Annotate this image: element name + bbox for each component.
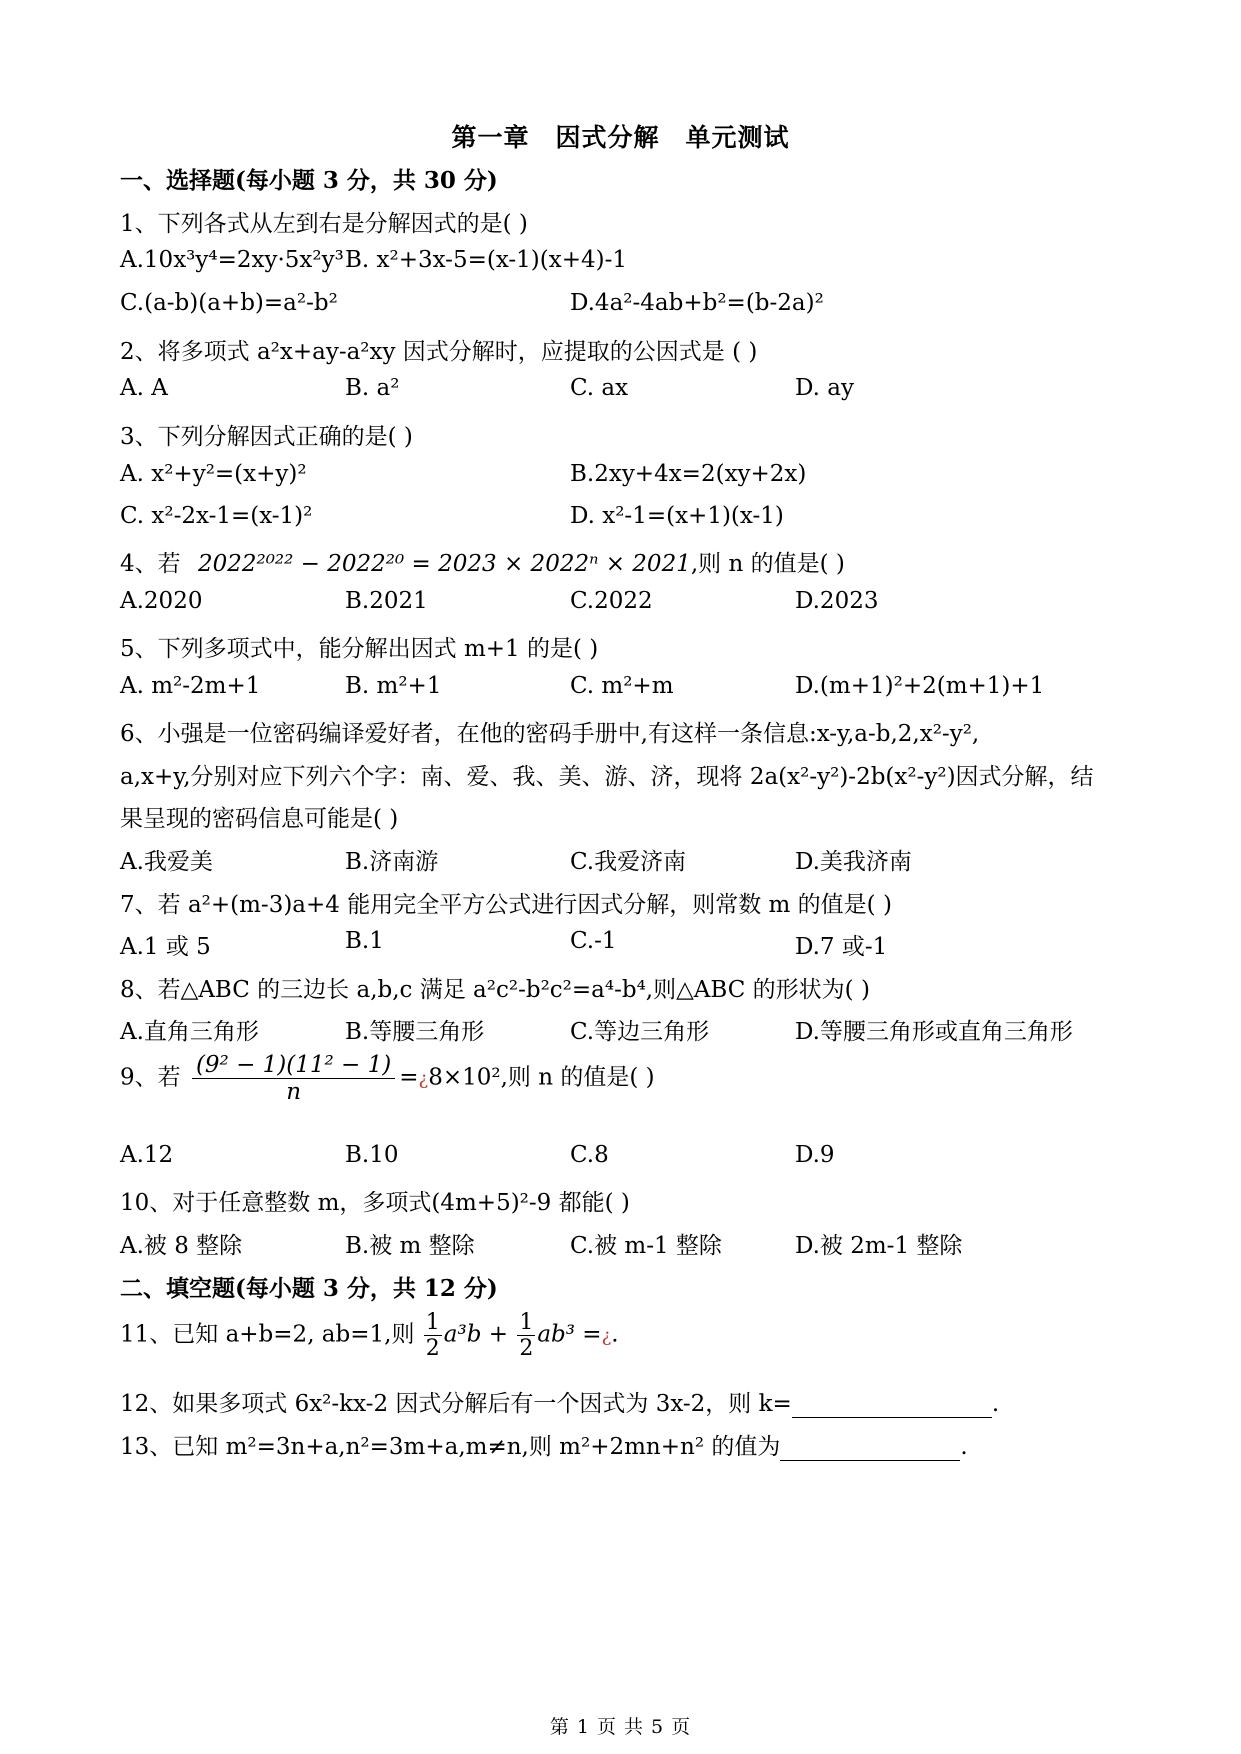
question-3-option-b: B.2xy+4x=2(xy+2x) [570,461,807,487]
question-4-equation: 2022²⁰²² − 2022²⁰ = 2023 × 2022ⁿ × 2021 [197,551,691,577]
question-9-equals: = [399,1064,419,1091]
question-8-option-c: C.等边三角形 [570,1019,710,1045]
question-1-option-d: D.4a²-4ab+b²=(b-2a)² [570,290,824,316]
question-4-suffix: ,则 n 的值是( ) [690,551,845,577]
question-1-option-c: C.(a-b)(a+b)=a²-b² [120,290,338,316]
question-6-option-b: B.济南游 [345,849,439,875]
question-6-line-3: 果呈现的密码信息可能是( ) [120,806,399,832]
section-heading-fill: 二、填空题(每小题 3 分，共 12 分) [120,1275,498,1302]
question-6-line-1: 6、小强是一位密码编译爱好者，在他的密码手册中,有这样一条信息:x-y,a-b,2,x²-y², [120,721,980,747]
question-5-option-a: A. m²-2m+1 [120,673,261,699]
question-13-text: 13、已知 m²=3n+a,n²=3m+a,m≠n,则 m²+2mn+n² 的值为 [120,1434,781,1460]
question-7-option-a: A.1 或 5 [120,934,211,960]
question-5-option-b: B. m²+1 [345,673,442,699]
question-12-text: 12、如果多项式 6x²-kx-2 因式分解后有一个因式为 3x-2，则 k= [120,1391,792,1417]
question-10-option-b: B.被 m 整除 [345,1233,475,1259]
question-9-numerator: (9² − 1)(11² − 1) [192,1052,395,1079]
question-10-option-c: C.被 m-1 整除 [570,1233,722,1259]
question-6-option-a: A.我爱美 [120,849,213,875]
question-12-stem [120,1385,999,1418]
question-7-option-c: C.-1 [570,928,617,954]
question-2-option-c: C. ax [570,375,629,401]
question-11-expr-end: ab³ = [537,1321,602,1348]
question-11-artifact: ¿ [601,1325,612,1347]
page-title: 第一章 因式分解 单元测试 [451,123,790,152]
question-8-option-a: A.直角三角形 [120,1019,259,1045]
half-numerator-2: 1 [519,1310,534,1335]
question-3-stem: 3、下列分解因式正确的是( ) [120,424,413,450]
question-4-option-c: C.2022 [570,588,653,614]
question-11-half-fraction-1 [424,1310,442,1361]
question-11-expr-mid: a³b + [443,1321,509,1348]
question-4-stem [120,545,845,578]
question-5-option-d: D.(m+1)²+2(m+1)+1 [795,673,1045,699]
question-7-option-b: B.1 [345,928,384,954]
question-6-option-c: C.我爱济南 [570,849,687,875]
question-4-option-b: B.2021 [345,588,428,614]
question-13-end: . [960,1434,968,1460]
question-3-option-d: D. x²-1=(x+1)(x-1) [570,503,784,529]
question-9-fraction [192,1052,395,1105]
question-5-stem: 5、下列多项式中，能分解出因式 m+1 的是( ) [120,636,599,662]
question-6-option-d: D.美我济南 [795,849,912,875]
half-denominator: 2 [425,1336,440,1361]
question-7-option-d: D.7 或-1 [795,934,888,960]
question-2-option-b: B. a² [345,375,400,401]
question-2-stem: 2、将多项式 a²x+ay-a²xy 因式分解时，应提取的公因式是 ( ) [120,339,758,365]
question-3-option-c: C. x²-2x-1=(x-1)² [120,503,313,529]
question-12-end: . [991,1391,1000,1417]
question-1-option-a: A.10x³y⁴=2xy·5x²y³ [120,247,344,273]
question-4-option-a: A.2020 [120,588,203,614]
question-2-option-d: D. ay [795,375,854,401]
question-7-stem: 7、若 a²+(m-3)a+4 能用完全平方公式进行因式分解，则常数 m 的值是( ) [120,892,892,918]
question-6-line-2: a,x+y,分别对应下列六个字：南、爱、我、美、游、济，现将 2a(x²-y²)-2b(x²-y²)因式分解，结 [120,764,1094,790]
half-numerator: 1 [425,1310,440,1335]
question-3-option-a: A. x²+y²=(x+y)² [120,461,307,487]
question-1-option-b: B. x²+3x-5=(x-1)(x+4)-1 [345,247,628,273]
question-11-suffix: . [611,1321,619,1348]
question-13-answer-blank[interactable] [780,1434,960,1461]
question-13-stem [120,1428,968,1461]
question-9-option-c: C.8 [570,1142,609,1168]
question-9-suffix: 8×10²,则 n 的值是( ) [428,1064,655,1091]
question-9-option-b: B.10 [345,1142,399,1168]
question-10-stem: 10、对于任意整数 m，多项式(4m+5)²-9 都能( ) [120,1190,630,1216]
question-10-option-a: A.被 8 整除 [120,1233,243,1259]
question-11-prefix: 11、已知 a+b=2, ab=1,则 [120,1321,415,1348]
question-5-option-c: C. m²+m [570,673,674,699]
question-4-option-d: D.2023 [795,588,879,614]
section-heading-choice: 一、选择题(每小题 3 分，共 30 分) [120,167,498,194]
question-2-option-a: A. A [120,375,168,401]
question-8-option-d: D.等腰三角形或直角三角形 [795,1019,1073,1045]
question-4-prefix: 4、若 [120,551,181,577]
question-1-stem: 1、下列各式从左到右是分解因式的是( ) [120,211,528,237]
question-8-stem: 8、若△ABC 的三边长 a,b,c 满足 a²c²-b²c²=a⁴-b⁴,则△ABC 的形状为( ) [120,977,870,1003]
question-9-stem [120,1052,655,1105]
question-11-half-fraction-2 [517,1310,535,1361]
question-9-option-a: A.12 [120,1142,174,1168]
half-denominator-2: 2 [519,1336,534,1361]
question-9-prefix: 9、若 [120,1064,181,1091]
question-9-artifact: ¿ [418,1068,429,1090]
question-9-option-d: D.9 [795,1142,835,1168]
question-12-answer-blank[interactable] [792,1391,992,1418]
question-11-stem [120,1310,619,1361]
question-10-option-d: D.被 2m-1 整除 [795,1233,963,1259]
page-number-footer: 第 1 页 共 5 页 [549,1716,692,1738]
question-9-denominator: n [286,1079,302,1105]
question-8-option-b: B.等腰三角形 [345,1019,485,1045]
